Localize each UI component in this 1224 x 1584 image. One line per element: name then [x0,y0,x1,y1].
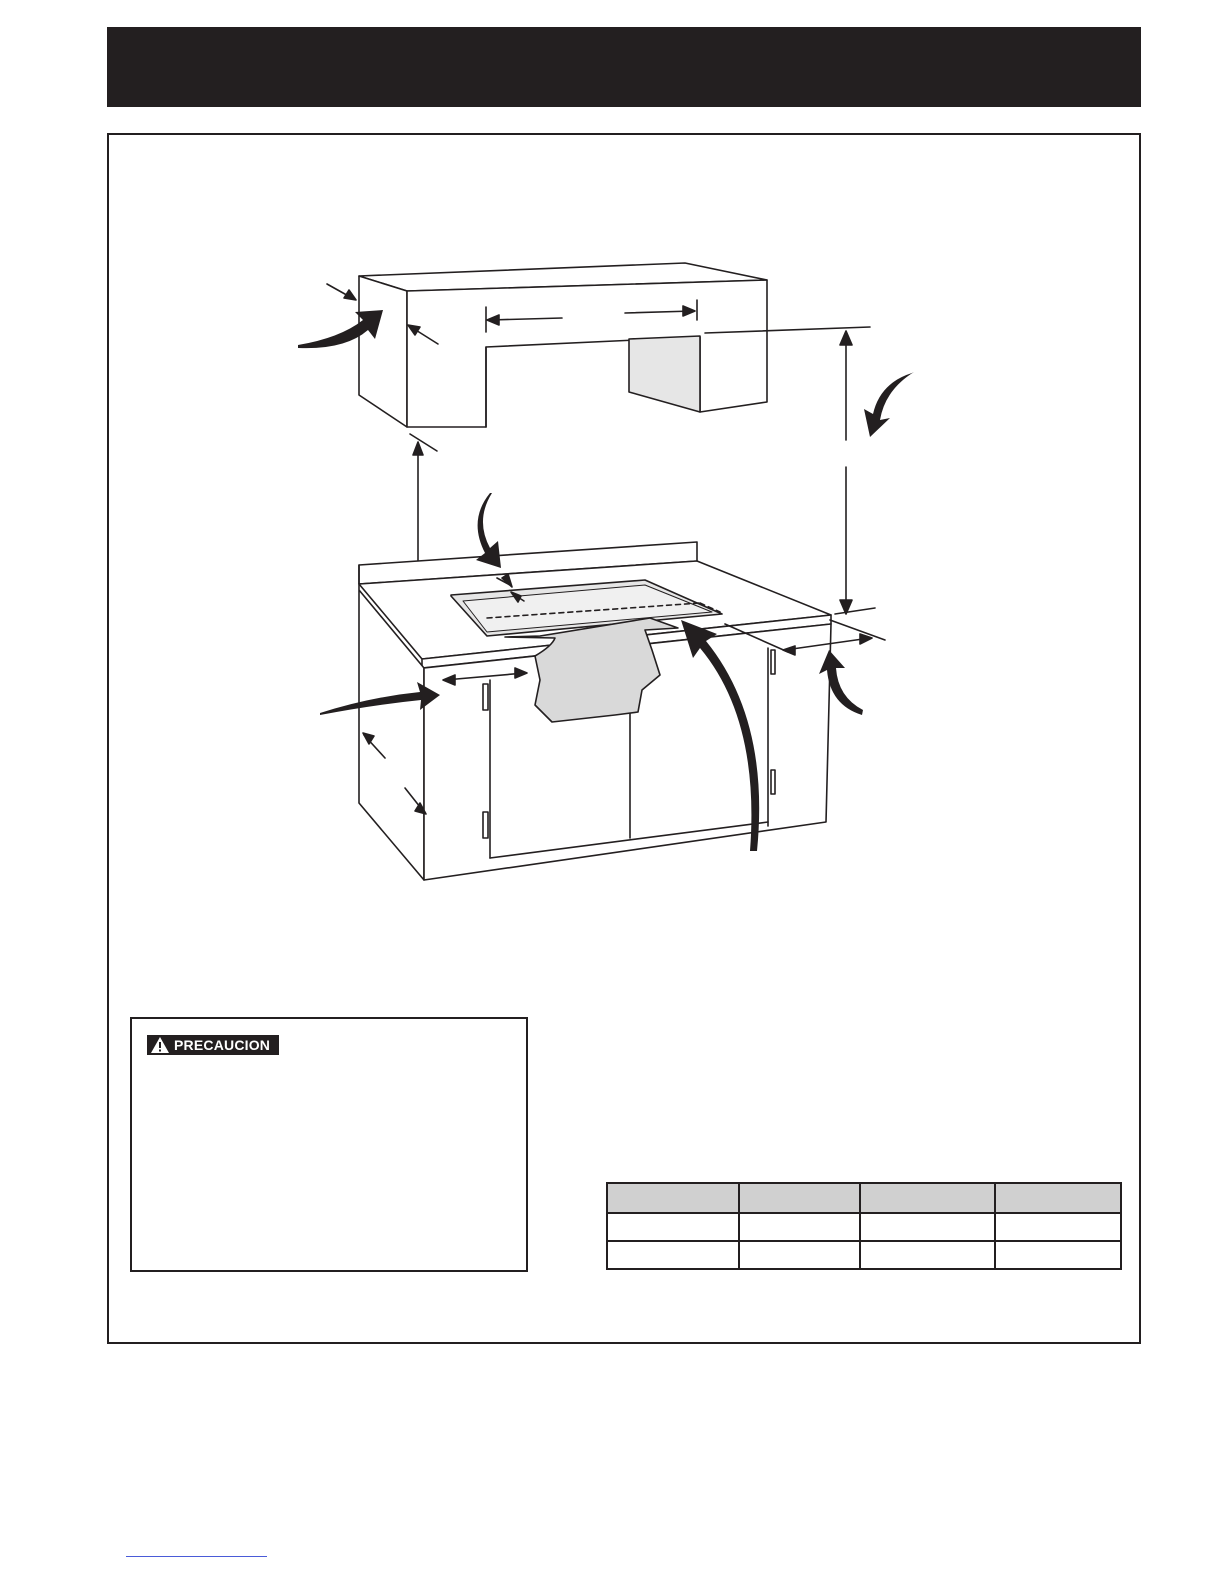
table-cell [607,1213,739,1241]
table-cell [860,1213,995,1241]
table-cell [739,1213,860,1241]
table-header-cell [739,1183,860,1213]
table-header-cell [607,1183,739,1213]
table-header-cell [995,1183,1121,1213]
table-row [607,1213,1121,1241]
table-header-cell [860,1183,995,1213]
table-cell [860,1241,995,1269]
upper-cabinet [359,263,767,427]
caution-badge [147,1035,279,1055]
arrow-hood-right-icon [864,372,914,437]
table-cell [607,1241,739,1269]
caution-box [130,1017,528,1272]
warning-triangle-icon [150,1036,170,1054]
table-cell [739,1241,860,1269]
table-cell [995,1241,1121,1269]
caution-label: PRECAUCION [174,1037,271,1053]
table-header-row [607,1183,1121,1213]
clearance-table [606,1182,1122,1270]
table-cell [995,1213,1121,1241]
link-underline[interactable] [126,1556,267,1557]
table-row [607,1241,1121,1269]
